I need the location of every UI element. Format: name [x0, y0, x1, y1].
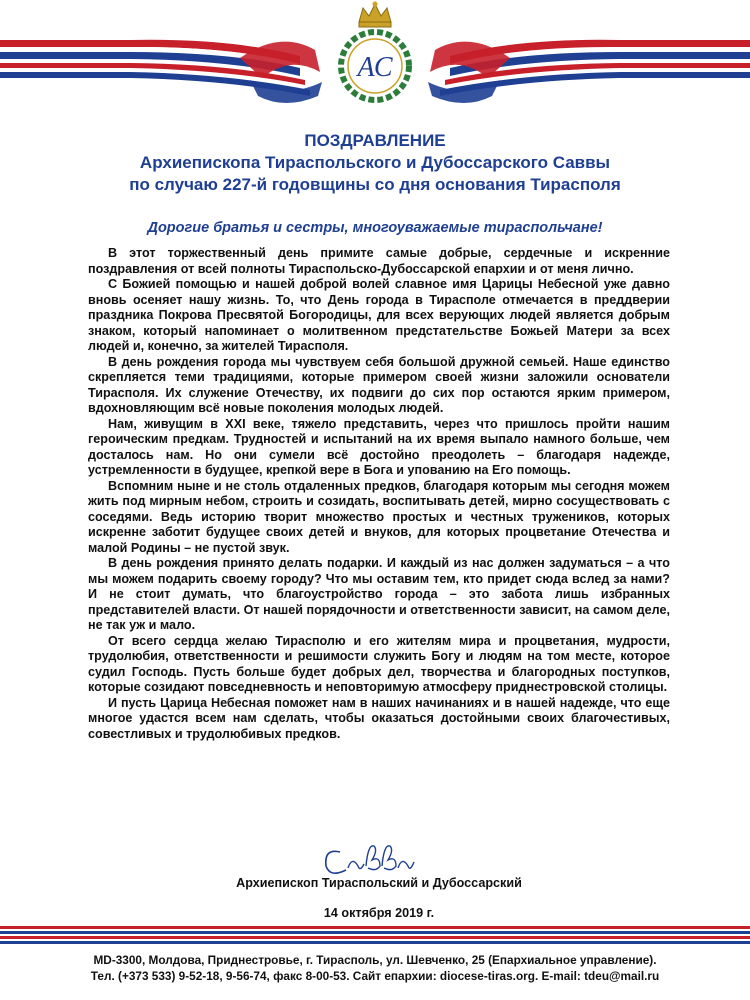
title-occasion: по случаю 227-й годовщины со дня основания Тирасполя	[129, 175, 621, 194]
page-title	[40, 130, 710, 196]
crown-wreath-emblem-icon	[325, 0, 425, 112]
greeting: Дорогие братья и сестры, многоуважаемые тираспольчане!	[147, 220, 603, 236]
paragraph: С Божией помощью и нашей доброй волей славное имя Царицы Небесной уже давно вновь осеняет нашу жизнь. То, что День города в Тирасполе отмечается в преддверии праздника Покрова Пресвятой Богородицы, для всех верующих людей является добрым знаком, который напоминает о молитвенном предстательстве Божьей Матери за всех людей и, конечно, за жителей Тирасполя.	[88, 277, 670, 353]
paragraph: В день рождения города мы чувствуем себя большой дружной семьей. Наше единство скрепляется теми традициями, которые примером своей жизни заложили основатели Тирасполя. Их служение Отечеству, их подвиги до сих пор остаются ярким примером, вдохновляющим всё новые поколения молодых людей.	[88, 354, 670, 415]
paragraph: В день рождения принято делать подарки. И каждый из нас должен задуматься – а что мы можем подарить своему городу? Что мы оставим тем, кто придет сюда вслед за нами? И не стоит думать, что благоустройство города – это забота лишь избранных представителей власти. От нашей порядочности и ответственности зависит, на самом деле, не так уж и мало.	[88, 556, 670, 632]
letter-date: 14 октября 2019 г.	[323, 906, 435, 920]
title-heading: ПОЗДРАВЛЕНИЕ	[304, 131, 446, 150]
tricolor-stripes-footer	[0, 926, 750, 948]
handwritten-signature	[318, 838, 418, 880]
right-ribbon	[428, 40, 750, 103]
signer-title: Архиепископ Тираспольский и Дубоссарский	[236, 876, 522, 890]
paragraph: Вспомним ныне и не столь отдаленных предков, благодаря которым мы сегодня можем жить под мирным небом, строить и созидать, воспитывать детей, мирно сосуществовать с соседями. Ведь историю творит множество простых и честных тружеников, которых искренне заботит будущее своих детей и внуков, для которых процветание Отечества и малой Родины – не пустой звук.	[88, 478, 670, 555]
paragraph: От всего сердца желаю Тирасполю и его жителям мира и процветания, мудрости, трудолюбия, ответственности и решимости служить Богу и людям на том месте, которое судил Господь. Пусть больше будет добрых дел, творчества и благородных поступков, которые созидают повседневность и неповторимую атмосферу приднестровской столицы.	[88, 633, 670, 694]
crown-icon	[359, 2, 391, 28]
paragraph: В этот торжественный день примите самые добрые, сердечные и искренние поздравления от всей полноты Тираспольско-Дубоссарской епархии и от меня лично.	[88, 246, 670, 276]
footer-phones-site-email: Тел. (+373 533) 9-52-18, 9-56-74, факс 8-00-53. Сайт епархии: diocese-tiras.org. E-mail: tdeu@mail.ru	[90, 969, 660, 983]
letter-body	[88, 246, 670, 742]
left-ribbon	[0, 40, 322, 103]
monogram: АС	[357, 52, 393, 83]
title-author: Архиепископа Тираспольского и Дубоссарского Саввы	[139, 153, 611, 172]
paragraph: И пусть Царица Небесная поможет нам в наших начинаниях и в нашей надежде, что еще многое удастся всем нам сделать, чтобы оказаться достойными своих благочестивых, совестливых и трудолюбивых предков.	[88, 695, 670, 741]
footer-contacts	[20, 952, 730, 984]
footer-address: MD-3300, Молдова, Приднестровье, г. Тирасполь, ул. Шевченко, 25 (Епархиальное управление).	[93, 953, 657, 967]
paragraph: Нам, живущим в XXI веке, тяжело представить, через что пришлось пройти нашим героическим предкам. Трудностей и испытаний на их время выпало намного больше, чем досталось нам. Но они сумели всё достойно преодолеть – благодаря надежде, устремленности в будущее, крепкой вере в Бога и упованию на Его помощь.	[88, 416, 670, 477]
